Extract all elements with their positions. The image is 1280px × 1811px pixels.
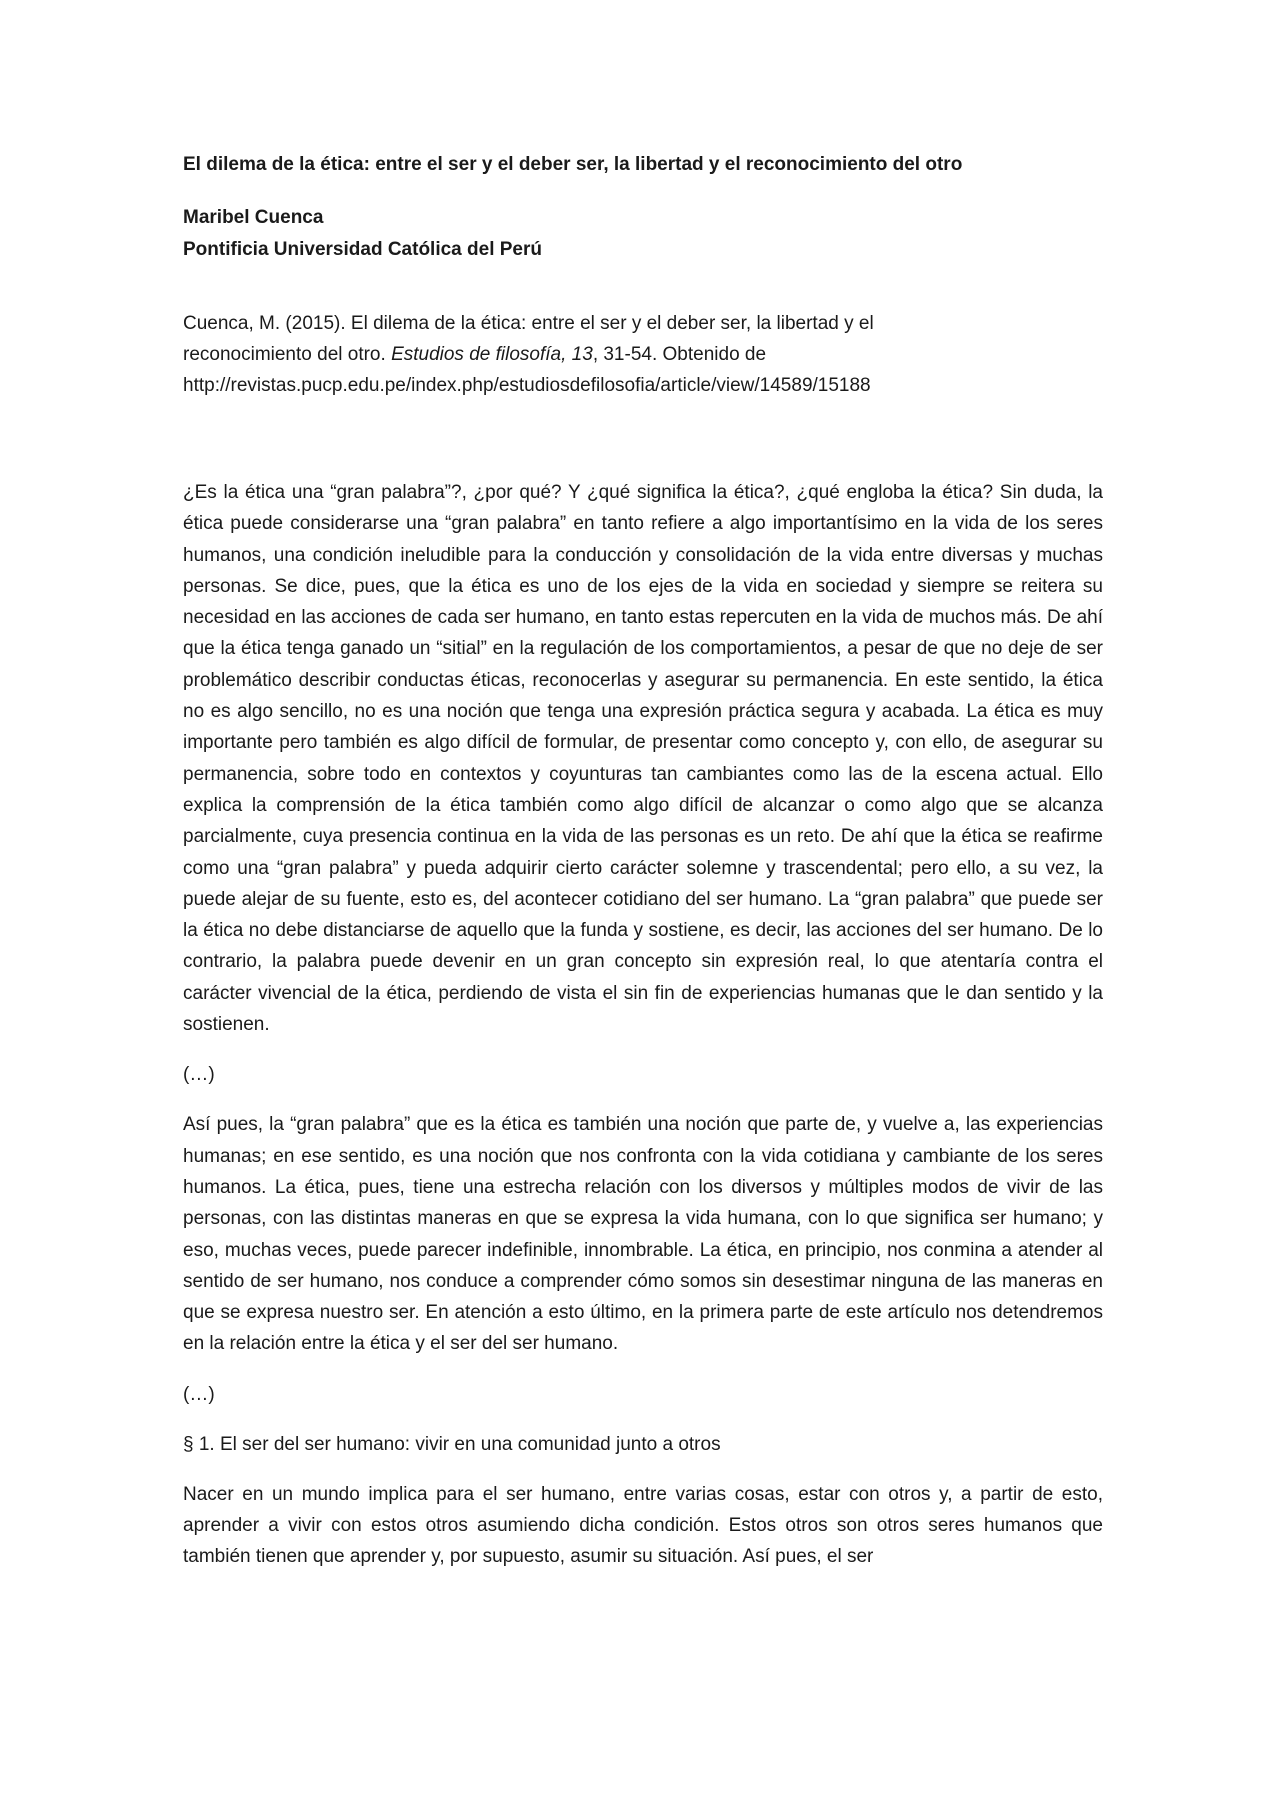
document-title: El dilema de la ética: entre el ser y el deber ser, la libertad y el reconocimiento del otro: [183, 154, 963, 175]
ellipsis-1: (…): [183, 1064, 215, 1086]
document-page: [183, 150, 1103, 1592]
citation-reference: [183, 308, 1103, 401]
paragraph-1: ¿Es la ética una “gran palabra”?, ¿por qué? Y ¿qué significa la ética?, ¿qué engloba la ética? Sin duda, la ética puede considerarse una “gran palabra” en tanto refiere a algo importantísimo en la vida de los seres humanos, una condición ineludible para la conducción y consolidación de la vida entre diversas y muchas personas. Se dice, pues, que la ética es uno de los ejes de la vida en sociedad y siempre se reitera su necesidad en las acciones de cada ser humano, en tanto estas repercuten en la vida de muchos más. De ahí que la ética tenga ganado un “sitial” en la regulación de los comportamientos, a pesar de que no deje de ser problemático describir conductas éticas, reconocerlas y asegurar su permanencia. En este sentido, la ética no es algo sencillo, no es una noción que tenga una expresión práctica segura y acabada. La ética es muy importante pero también es algo difícil de formular, de presentar como concepto y, con ello, de asegurar su permanencia, sobre todo en contextos y coyunturas tan cambiantes como las de la escena actual. Ello explica la comprensión de la ética también como algo difícil de alcanzar o como algo que se alcanza parcialmente, cuya presencia continua en la vida de las personas es un reto. De ahí que la ética se reafirme como una “gran palabra” y pueda adquirir cierto carácter solemne y trascendental; pero ello, a su vez, la puede alejar de su fuente, esto es, del acontecer cotidiano del ser humano. La “gran palabra” que puede ser la ética no debe distanciarse de aquello que la funda y sostiene, es decir, las acciones del ser humano. De lo contrario, la palabra puede devenir en un gran concepto sin expresión real, lo que atentaría contra el carácter vivencial de la ética, perdiendo de vista el sin fin de experiencias humanas que le dan sentido y la sostienen.: [183, 482, 1103, 1036]
citation-line-1: Cuenca, M. (2015). El dilema de la ética: entre el ser y el deber ser, la libertad y el: [183, 313, 874, 334]
author-affiliation: Pontificia Universidad Católica del Perú: [183, 239, 542, 260]
citation-url: http://revistas.pucp.edu.pe/index.php/estudiosdefilosofia/article/view/14589/15188: [183, 375, 871, 396]
citation-pages: , 31-54. Obtenido de: [592, 344, 767, 365]
paragraph-3: Nacer en un mundo implica para el ser humano, entre varias cosas, estar con otros y, a partir de esto, aprender a vivir con estos otros asumiendo dicha condición. Estos otros son otros seres humanos que también tienen que aprender y, por supuesto, asumir su situación. Así pues, el ser: [183, 1483, 1103, 1568]
author-name: Maribel Cuenca: [183, 207, 324, 228]
section-heading: § 1. El ser del ser humano: vivir en una comunidad junto a otros: [183, 1433, 721, 1455]
document-body: [183, 477, 1103, 1573]
citation-text: reconocimiento del otro.: [183, 344, 386, 365]
paragraph-2: Así pues, la “gran palabra” que es la ética es también una noción que parte de, y vuelve a, las experiencias humanas; en ese sentido, es una noción que nos confronta con la vida cotidiana y cambiante de los seres humanos. La ética, pues, tiene una estrecha relación con los diversos y múltiples modos de vivir de las personas, con las distintas maneras en que se expresa la vida humana, con lo que significa ser humano; y eso, muchas veces, puede parecer indefinible, innombrable. La ética, en principio, nos conmina a atender al sentido de ser humano, nos conduce a comprender cómo somos sin desestimar ninguna de las maneras en que se expresa nuestro ser. En atención a esto último, en la primera parte de este artículo nos detendremos en la relación entre la ética y el ser del ser humano.: [183, 1114, 1103, 1355]
citation-line-2: [183, 339, 1103, 370]
ellipsis-2: (…): [183, 1383, 215, 1405]
citation-journal: Estudios de filosofía, 13: [391, 344, 593, 365]
